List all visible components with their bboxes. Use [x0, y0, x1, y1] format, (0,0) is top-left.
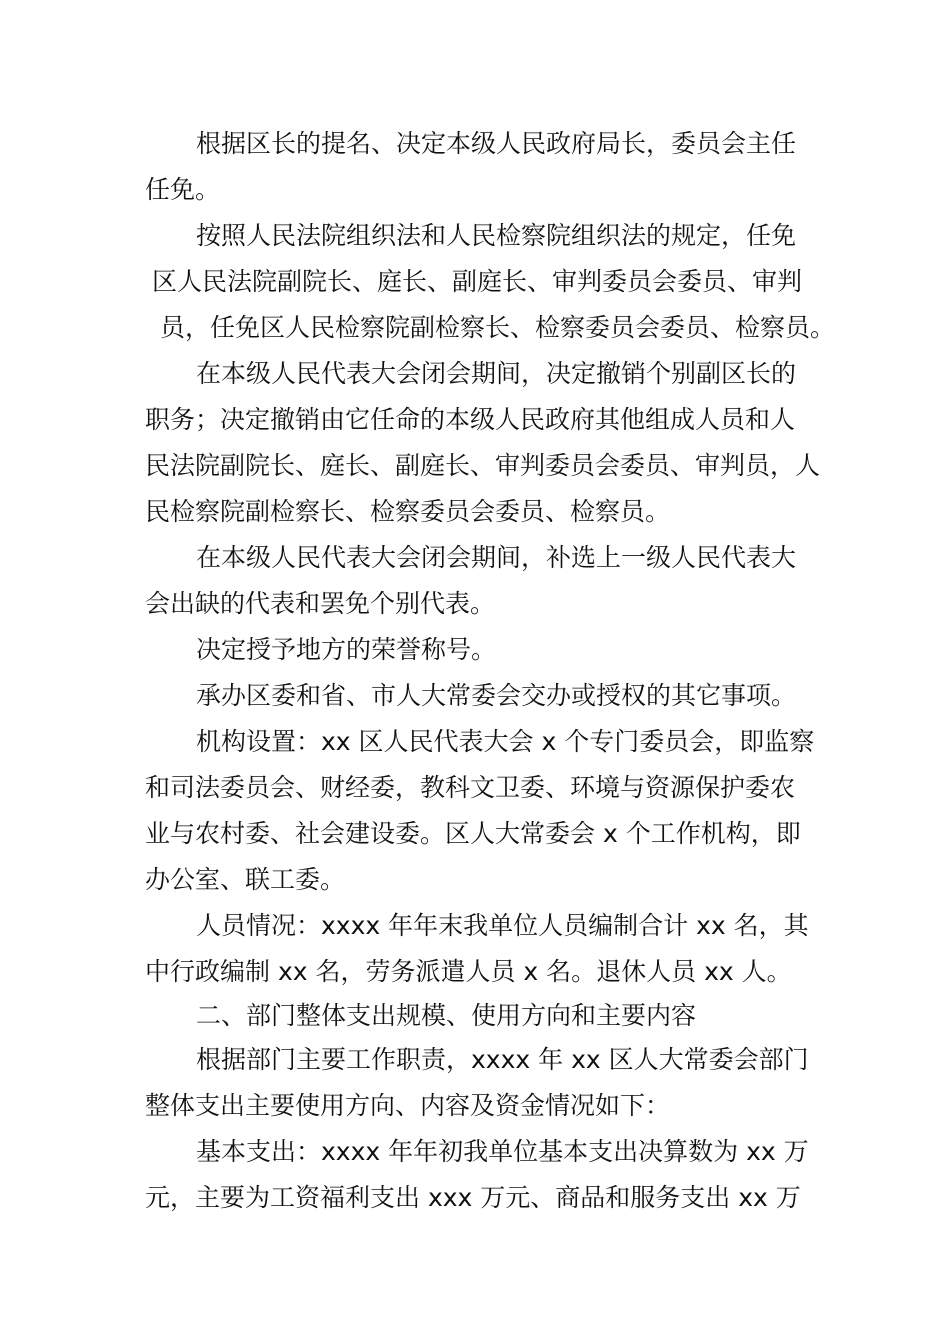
paragraph-line: 根据部门主要工作职责，xxxx 年 xx 区人大常委会部门	[196, 1045, 809, 1074]
paragraph-line: 业与农村委、社会建设委。区人大常委会 x 个工作机构，即	[145, 819, 801, 848]
paragraph-line: 办公室、联工委。	[145, 865, 346, 894]
paragraph-line: 按照人民法院组织法和人民检察院组织法的规定，任免	[196, 221, 797, 250]
paragraph-line: 整体支出主要使用方向、内容及资金情况如下：	[145, 1091, 671, 1120]
paragraph-line: 承办区委和省、市人大常委会交办或授权的其它事项。	[196, 681, 797, 710]
paragraph-line: 基本支出：xxxx 年年初我单位基本支出决算数为 xx 万	[196, 1137, 809, 1166]
paragraph-line: 民法院副院长、庭长、副庭长、审判委员会委员、审判员，人	[145, 451, 821, 480]
paragraph-line: 根据区长的提名、决定本级人民政府局长，委员会主任	[196, 129, 797, 158]
paragraph-line: 在本级人民代表大会闭会期间，决定撤销个别副区长的	[196, 359, 797, 388]
paragraph-line: 元，主要为工资福利支出 xxx 万元、商品和服务支出 xx 万	[145, 1183, 801, 1212]
paragraph-line: 职务；决定撤销由它任命的本级人民政府其他组成人员和人	[145, 405, 796, 434]
paragraph-line: 中行政编制 xx 名，劳务派遣人员 x 名。退休人员 xx 人。	[145, 957, 792, 986]
paragraph-line: 和司法委员会、财经委，教科文卫委、环境与资源保护委农	[145, 773, 796, 802]
paragraph-line: 人员情况：xxxx 年年末我单位人员编制合计 xx 名，其	[196, 911, 809, 940]
paragraph-line: 决定授予地方的荣誉称号。	[196, 635, 497, 664]
paragraph-line: 任免。	[145, 175, 221, 204]
section-heading: 二、部门整体支出规模、使用方向和主要内容	[196, 1001, 697, 1030]
paragraph-line: 民检察院副检察长、检察委员会委员、检察员。	[145, 497, 671, 526]
paragraph-line: 机构设置：xx 区人民代表大会 x 个专门委员会，即监察	[196, 727, 815, 756]
paragraph-line: 会出缺的代表和罢免个别代表。	[145, 589, 496, 618]
paragraph-line: 区人民法院副院长、庭长、副庭长、审判委员会委员、审判	[152, 267, 803, 296]
paragraph-line: 在本级人民代表大会闭会期间，补选上一级人民代表大	[196, 543, 797, 572]
paragraph-line: 员，任免区人民检察院副检察长、检察委员会委员、检察员。	[160, 313, 836, 342]
